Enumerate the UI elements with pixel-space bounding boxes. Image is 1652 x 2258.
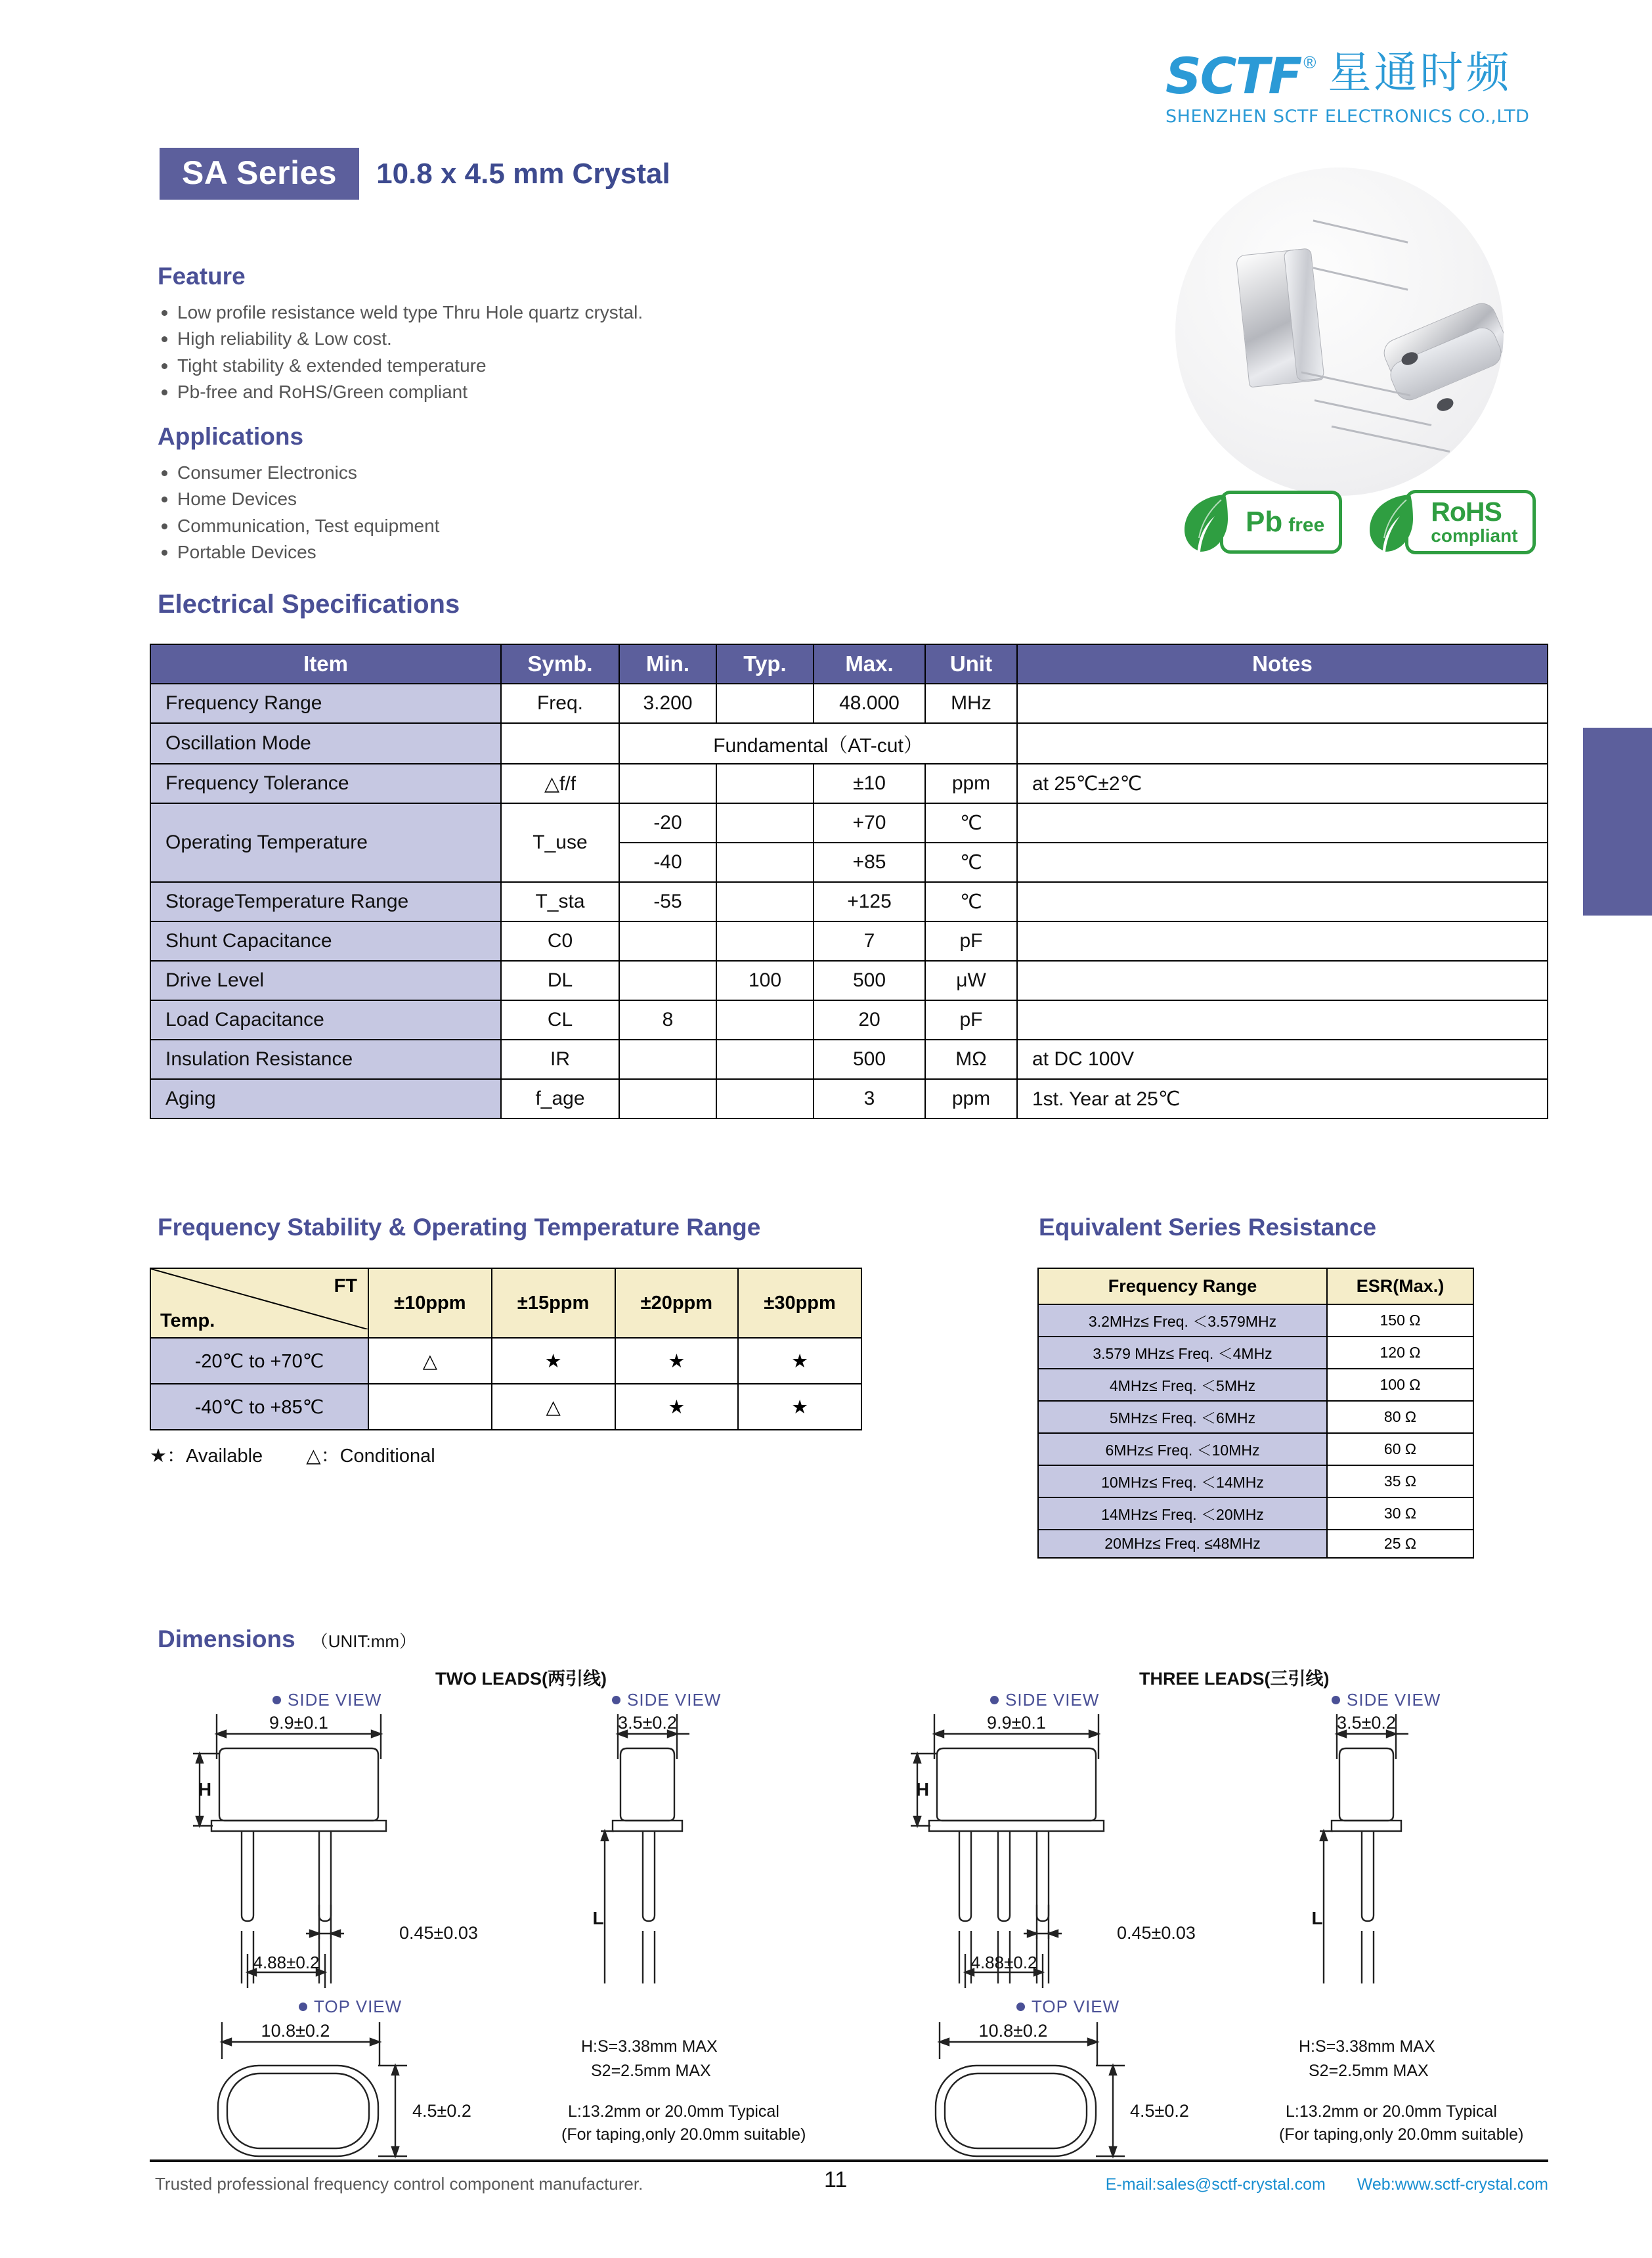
list-item: Communication, Test equipment [158, 513, 749, 539]
esr-value: 60 Ω [1327, 1433, 1473, 1465]
two-leads-top-length-dim: 10.8±0.2 [261, 2021, 330, 2041]
cell-min [619, 961, 716, 1000]
esr-range: 6MHz≤ Freq. ＜10MHz [1038, 1433, 1327, 1465]
cell-max: 20 [814, 1000, 925, 1040]
cell-symb: T_sta [501, 882, 619, 921]
compliance-badges [1182, 489, 1536, 555]
three-leads-width-dim: 9.9±0.1 [987, 1713, 1046, 1733]
cell-symb: T_use [501, 803, 619, 882]
two-leads-thickness-dim: 3.5±0.2 [618, 1713, 677, 1733]
three-leads-top-view-label: TOP VIEW [1016, 1997, 1119, 2017]
list-item: Portable Devices [158, 539, 749, 565]
stability-row-label: -40℃ to +85℃ [150, 1384, 368, 1430]
cell-typ [716, 1040, 814, 1079]
dimensions-unit: （UNIT:mm） [311, 1631, 417, 1651]
two-leads-note-1: H:S=3.38mm MAX [581, 2037, 718, 2056]
esr-value: 80 Ω [1327, 1401, 1473, 1433]
three-leads-thickness-dim: 3.5±0.2 [1337, 1713, 1396, 1733]
table-row [150, 723, 1548, 764]
two-leads-pitch-dim-drawing [190, 1954, 466, 2000]
table-row [150, 1079, 1548, 1118]
cell-typ [716, 684, 814, 723]
cell-notes [1017, 843, 1548, 882]
two-leads-side-view-label-1: SIDE VIEW [272, 1690, 381, 1710]
stability-cell: ★ [492, 1338, 615, 1384]
esr-range: 3.2MHz≤ Freq. ＜3.579MHz [1038, 1304, 1327, 1337]
stability-legend [150, 1441, 862, 1468]
rohs-sub: compliant [1431, 525, 1518, 546]
stability-cell: ★ [615, 1384, 739, 1430]
col-min: Min. [619, 644, 716, 684]
stability-row-label: -20℃ to +70℃ [150, 1338, 368, 1384]
table-header-row [150, 644, 1548, 684]
table-row [1038, 1530, 1473, 1558]
cell-min [619, 1040, 716, 1079]
cell-notes [1017, 684, 1548, 723]
cell-unit: pF [925, 1000, 1017, 1040]
esr-section [1037, 1268, 1474, 1559]
stability-col-1: ±15ppm [492, 1268, 615, 1338]
applications-list [158, 460, 749, 565]
table-row [150, 1000, 1548, 1040]
stability-section [150, 1268, 862, 1468]
table-row [1038, 1497, 1473, 1530]
table-row [150, 764, 1548, 803]
rohs-badge [1367, 489, 1535, 555]
esr-value: 100 Ω [1327, 1369, 1473, 1401]
cell-symb: CL [501, 1000, 619, 1040]
stability-cell: ★ [738, 1338, 861, 1384]
cell-notes: 1st. Year at 25℃ [1017, 1079, 1548, 1118]
stability-ft-label: FT [334, 1275, 357, 1296]
feature-list [158, 299, 749, 405]
table-row [150, 1338, 861, 1384]
cell-max: +125 [814, 882, 925, 921]
cell-typ [716, 882, 814, 921]
cell-symb: △f/f [501, 764, 619, 803]
cell-notes [1017, 961, 1548, 1000]
three-leads-title: THREE LEADS(三引线) [1139, 1669, 1330, 1689]
esr-range: 4MHz≤ Freq. ＜5MHz [1038, 1369, 1327, 1401]
cell-unit: MHz [925, 684, 1017, 723]
cell-item: Operating Temperature [150, 803, 501, 882]
stability-temp-label: Temp. [160, 1310, 215, 1331]
cell-unit: ppm [925, 764, 1017, 803]
page-number: 11 [824, 2167, 848, 2192]
esr-range: 10MHz≤ Freq. ＜14MHz [1038, 1465, 1327, 1497]
two-leads-top-view-label: TOP VIEW [299, 1997, 402, 2017]
cell-max: 7 [814, 921, 925, 961]
legend-conditional: △：Conditional [306, 1446, 435, 1467]
esr-table [1037, 1268, 1474, 1559]
table-row [150, 684, 1548, 723]
list-item: High reliability & Low cost. [158, 326, 749, 352]
stability-corner-cell [150, 1268, 368, 1338]
two-leads-side-view-drawing [190, 1708, 637, 1983]
two-leads-top-view-drawing [190, 2020, 519, 2171]
col-typ: Typ. [716, 644, 814, 684]
cell-max: +70 [814, 803, 925, 843]
esr-value: 150 Ω [1327, 1304, 1473, 1337]
stability-cell: ★ [615, 1338, 739, 1384]
list-item: Tight stability & extended temperature [158, 353, 749, 379]
registered-mark-icon: ® [1303, 53, 1316, 72]
table-row [1038, 1369, 1473, 1401]
cell-typ [716, 764, 814, 803]
product-photo [1175, 167, 1504, 496]
cell-item: Frequency Tolerance [150, 764, 501, 803]
cell-symb: f_age [501, 1079, 619, 1118]
series-name: SA Series [160, 148, 359, 200]
cell-notes [1017, 882, 1548, 921]
cell-typ [716, 1000, 814, 1040]
three-leads-side-view-label-2: SIDE VIEW [1332, 1690, 1441, 1710]
two-leads-note-4: (For taping,only 20.0mm suitable) [561, 2125, 806, 2144]
leaf-icon [1182, 492, 1229, 552]
logo-chinese-name: 星通时频 [1328, 47, 1512, 98]
cell-unit: ℃ [925, 803, 1017, 843]
cell-min [619, 1079, 716, 1118]
table-header-row [150, 1268, 861, 1338]
cell-max: 500 [814, 961, 925, 1000]
three-leads-top-width-dim: 4.5±0.2 [1130, 2101, 1189, 2121]
esr-col-value: ESR(Max.) [1327, 1268, 1473, 1304]
feature-section [158, 263, 749, 405]
cell-notes [1017, 723, 1548, 764]
cell-max: 48.000 [814, 684, 925, 723]
esr-range: 20MHz≤ Freq. ≤48MHz [1038, 1530, 1327, 1558]
cell-item: Frequency Range [150, 684, 501, 723]
cell-item: Oscillation Mode [150, 723, 501, 764]
two-leads-lead-dia-dim: 0.45±0.03 [399, 1923, 478, 1943]
table-row [150, 803, 1548, 843]
list-item: Low profile resistance weld type Thru Hole quartz crystal. [158, 299, 749, 326]
cell-notes [1017, 1000, 1548, 1040]
three-leads-lead-dia-dim: 0.45±0.03 [1117, 1923, 1196, 1943]
col-notes: Notes [1017, 644, 1548, 684]
table-row [150, 961, 1548, 1000]
cell-unit: μW [925, 961, 1017, 1000]
electrical-specifications-table [150, 644, 1548, 1119]
cell-min: -40 [619, 843, 716, 882]
stability-cell: △ [368, 1338, 492, 1384]
two-leads-note-2: S2=2.5mm MAX [591, 2062, 711, 2080]
col-item: Item [150, 644, 501, 684]
cell-notes: at 25℃±2℃ [1017, 764, 1548, 803]
cell-min [619, 921, 716, 961]
two-leads-title: TWO LEADS(两引线) [435, 1669, 607, 1689]
esr-range: 3.579 MHz≤ Freq. ＜4MHz [1038, 1337, 1327, 1369]
two-leads-side-view-label-2: SIDE VIEW [612, 1690, 721, 1710]
cell-notes [1017, 921, 1548, 961]
two-leads-note-3: L:13.2mm or 20.0mm Typical [568, 2102, 779, 2121]
cell-typ [716, 843, 814, 882]
stability-cell [368, 1384, 492, 1430]
cell-typ [716, 1079, 814, 1118]
two-leads-end-view-drawing [575, 1708, 772, 1983]
cell-item: Aging [150, 1079, 501, 1118]
table-row [1038, 1465, 1473, 1497]
cell-typ: 100 [716, 961, 814, 1000]
cell-symb: C0 [501, 921, 619, 961]
cell-notes: at DC 100V [1017, 1040, 1548, 1079]
cell-typ [716, 921, 814, 961]
three-leads-lead-length-symbol: L [1311, 1908, 1323, 1928]
stability-heading: Frequency Stability & Operating Temperature Range [158, 1214, 761, 1241]
cell-symb [501, 723, 619, 764]
list-item: Pb-free and RoHS/Green compliant [158, 379, 749, 405]
footer-divider [150, 2159, 1548, 2162]
pb-free-sub: free [1288, 514, 1325, 536]
cell-symb: IR [501, 1040, 619, 1079]
col-unit: Unit [925, 644, 1017, 684]
three-leads-note-2: S2=2.5mm MAX [1309, 2062, 1429, 2080]
table-row [150, 1384, 861, 1430]
cell-max: 500 [814, 1040, 925, 1079]
cell-typ [716, 803, 814, 843]
two-leads-top-width-dim: 4.5±0.2 [412, 2101, 471, 2121]
cell-symb: DL [501, 961, 619, 1000]
cell-unit: ℃ [925, 843, 1017, 882]
cell-unit: ppm [925, 1079, 1017, 1118]
three-leads-side-view-label-1: SIDE VIEW [990, 1690, 1099, 1710]
cell-item: StorageTemperature Range [150, 882, 501, 921]
esr-value: 30 Ω [1327, 1497, 1473, 1530]
three-leads-top-length-dim: 10.8±0.2 [978, 2021, 1048, 2041]
rohs-main: RoHS [1431, 497, 1502, 527]
cell-max: 3 [814, 1079, 925, 1118]
esr-range: 14MHz≤ Freq. ＜20MHz [1038, 1497, 1327, 1530]
esr-value: 25 Ω [1327, 1530, 1473, 1558]
cell-notes [1017, 803, 1548, 843]
cell-min [619, 764, 716, 803]
three-leads-note-4: (For taping,only 20.0mm suitable) [1279, 2125, 1524, 2144]
dimensions-heading: Dimensions [158, 1626, 295, 1652]
company-name: SHENZHEN SCTF ELECTRONICS CO.,LTD [1165, 106, 1530, 127]
stability-col-3: ±30ppm [738, 1268, 861, 1338]
esr-heading: Equivalent Series Resistance [1039, 1214, 1377, 1241]
page-title [160, 148, 670, 200]
table-row [150, 921, 1548, 961]
logo-wordmark: SCTF [1165, 47, 1301, 105]
pb-free-main: Pb [1246, 506, 1283, 538]
col-max: Max. [814, 644, 925, 684]
cell-max: ±10 [814, 764, 925, 803]
company-logo [1165, 47, 1573, 127]
stability-col-2: ±20ppm [615, 1268, 739, 1338]
three-leads-note-1: H:S=3.38mm MAX [1299, 2037, 1435, 2056]
three-leads-side-view-drawing [908, 1708, 1355, 1983]
footer-email[interactable]: E-mail:sales@sctf-crystal.com [1105, 2175, 1326, 2194]
list-item: Home Devices [158, 486, 749, 512]
dimensions-section-heading [158, 1626, 416, 1653]
cell-item: Drive Level [150, 961, 501, 1000]
cell-min: -55 [619, 882, 716, 921]
legend-available: ★：Available [150, 1446, 263, 1467]
three-leads-pitch-dim-drawing [908, 1954, 1184, 2000]
col-symb: Symb. [501, 644, 619, 684]
cell-span: Fundamental（AT-cut） [619, 723, 1017, 764]
leaf-icon [1367, 492, 1414, 552]
table-row [150, 882, 1548, 921]
pb-free-badge [1182, 489, 1342, 555]
two-leads-width-dim: 9.9±0.1 [269, 1713, 328, 1733]
stability-table [150, 1268, 862, 1430]
cell-unit: MΩ [925, 1040, 1017, 1079]
esr-col-range: Frequency Range [1038, 1268, 1327, 1304]
footer-tagline: Trusted professional frequency control component manufacturer. [155, 2174, 643, 2194]
table-row [1038, 1304, 1473, 1337]
three-leads-note-3: L:13.2mm or 20.0mm Typical [1286, 2102, 1497, 2121]
cell-max: +85 [814, 843, 925, 882]
three-leads-height-symbol: H [915, 1779, 930, 1800]
three-leads-pitch-dim: 4.88±0.2 [970, 1954, 1037, 1972]
cell-unit: pF [925, 921, 1017, 961]
table-row [1038, 1337, 1473, 1369]
cell-item: Insulation Resistance [150, 1040, 501, 1079]
table-header-row [1038, 1268, 1473, 1304]
series-subtitle: 10.8 x 4.5 mm Crystal [376, 157, 670, 190]
three-leads-top-view-drawing [908, 2020, 1236, 2171]
feature-heading: Feature [158, 263, 246, 290]
two-leads-pitch-dim: 4.88±0.2 [253, 1954, 320, 1972]
table-row [1038, 1401, 1473, 1433]
list-item: Consumer Electronics [158, 460, 749, 486]
esr-value: 120 Ω [1327, 1337, 1473, 1369]
stability-cell: ★ [738, 1384, 861, 1430]
cell-symb: Freq. [501, 684, 619, 723]
cell-min: -20 [619, 803, 716, 843]
cell-min: 8 [619, 1000, 716, 1040]
esr-value: 35 Ω [1327, 1465, 1473, 1497]
esr-range: 5MHz≤ Freq. ＜6MHz [1038, 1401, 1327, 1433]
three-leads-end-view-drawing [1293, 1708, 1490, 1983]
table-row [1038, 1433, 1473, 1465]
stability-col-0: ±10ppm [368, 1268, 492, 1338]
stability-cell: △ [492, 1384, 615, 1430]
cell-item: Load Capacitance [150, 1000, 501, 1040]
applications-section [158, 423, 749, 565]
applications-heading: Applications [158, 423, 304, 450]
footer-website[interactable]: Web:www.sctf-crystal.com [1357, 2175, 1548, 2194]
footer-contact [1106, 2175, 1548, 2194]
cell-min: 3.200 [619, 684, 716, 723]
electrical-heading: Electrical Specifications [158, 590, 460, 619]
two-leads-height-symbol: H [198, 1779, 212, 1800]
two-leads-lead-length-symbol: L [592, 1908, 604, 1928]
cell-item: Shunt Capacitance [150, 921, 501, 961]
table-row [150, 1040, 1548, 1079]
cell-unit: ℃ [925, 882, 1017, 921]
page-edge-tab [1583, 728, 1652, 916]
